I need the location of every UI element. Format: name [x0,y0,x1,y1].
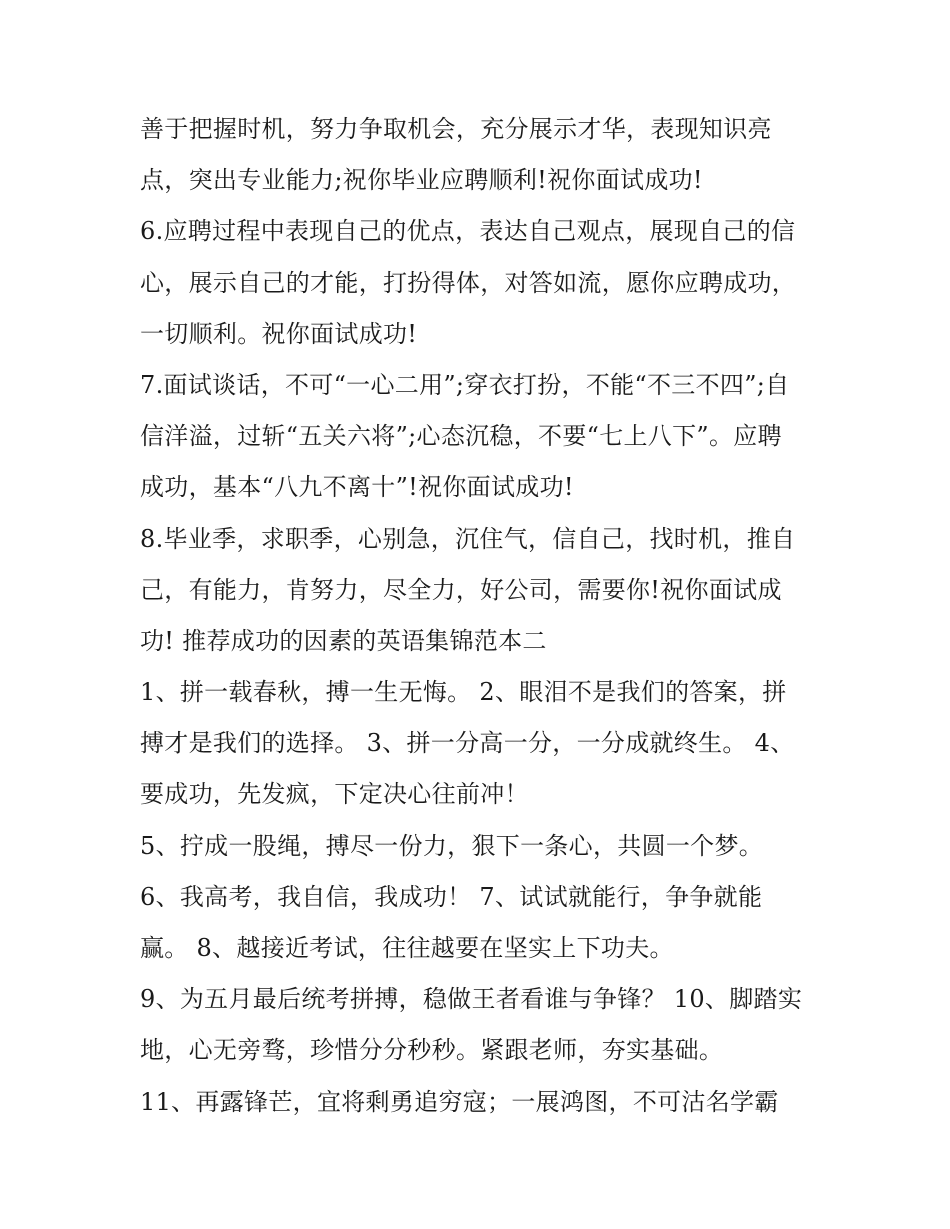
text-line: 己，有能力，肯努力，尽全力，好公司，需要你!祝你面试成 [140,575,782,604]
text-line: 6.应聘过程中表现自己的优点，表达自己观点，展现自己的信 [140,217,796,246]
text-line: 一切顺利。祝你面试成功! [140,319,418,348]
text-line: 心，展示自己的才能，打扮得体，对答如流，愿你应聘成功， [140,268,797,297]
text-line: 搏才是我们的选择。 3、拼一分高一分，一分成就终生。 4、 [140,729,795,758]
text-line: 地，心无旁骛，珍惜分分秒秒。紧跟老师，夯实基础。 [140,1036,724,1065]
text-line: 成功，基本“八九不离十”!祝你面试成功! [140,473,574,502]
text-line: 要成功，先发疯，下定决心往前冲！ [140,780,529,809]
text-line: 11、再露锋芒，宜将剩勇追穷寇；一展鸿图，不可沽名学霸 [140,1087,779,1116]
text-line: 9、为五月最后统考拼搏，稳做王者看谁与争锋？ 10、脚踏实 [140,985,803,1014]
text-line: 赢。 8、越接近考试，往往越要在坚实上下功夫。 [140,934,674,962]
text-line: 5、拧成一股绳，搏尽一份力，狠下一条心，共圆一个梦。 [140,831,764,860]
document-body [140,104,820,1128]
text-line: 8.毕业季，求职季，心别急，沉住气，信自己，找时机，推自 [140,524,796,553]
text-line: 7.面试谈话，不可“一心二用”;穿衣打扮，不能“不三不四”;自 [140,370,790,399]
text-line: 善于把握时机，努力争取机会，充分展示才华，表现知识亮 [140,115,772,143]
text-line: 信洋溢，过斩“五关六将”;心态沉稳，不要“七上八下”。应聘 [140,422,782,451]
text-line: 1、拼一载春秋，搏一生无悔。 2、眼泪不是我们的答案，拼 [140,678,787,707]
text-line: 功! 推荐成功的因素的英语集锦范本二 [140,626,547,655]
text-line: 点，突出专业能力;祝你毕业应聘顺利!祝你面试成功! [140,166,703,195]
text-line: 6、我高考，我自信，我成功！ 7、试试就能行，争争就能 [140,882,763,911]
